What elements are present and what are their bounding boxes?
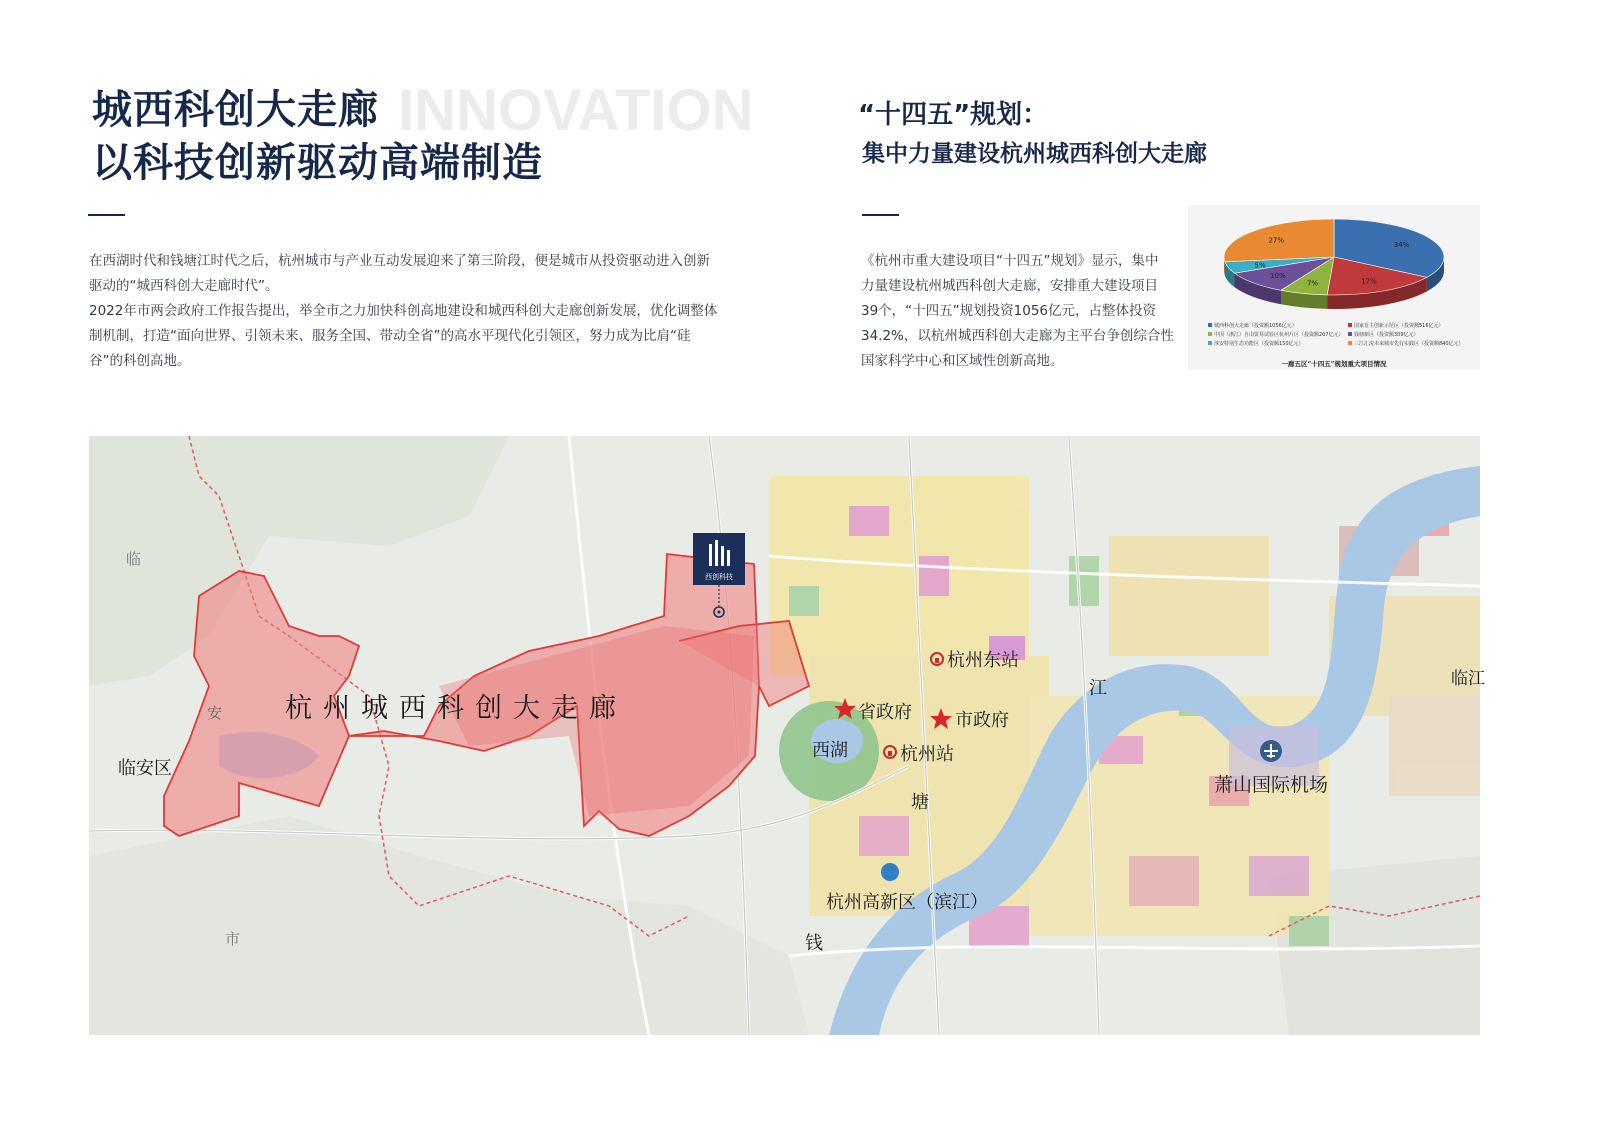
chart-caption: 一廊五区“十四五”规划重大项目情况 — [1281, 360, 1387, 368]
pie-slice-label: 34% — [1393, 241, 1410, 250]
pie-slice-label: 27% — [1268, 236, 1285, 245]
place-city-gov: 市政府 — [955, 710, 1009, 731]
place-provincial-gov: 省政府 — [858, 702, 912, 723]
logo-text: 西创科技 — [705, 573, 733, 581]
right-paragraph-line: 《杭州市重大建设项目“十四五”规划》显示，集中 — [861, 253, 1159, 269]
legend-entry: 三江汇流未来城市先行实践区（投资额840亿元） — [1354, 341, 1464, 347]
river-label-tang: 塘 — [911, 792, 929, 813]
legend-swatch — [1348, 341, 1352, 345]
place-west-lake: 西湖 — [812, 740, 848, 761]
left-paragraph-line: 谷”的科创高地。 — [89, 353, 191, 369]
watermark-text: INNOVATION — [398, 78, 754, 143]
place-an: 安 — [207, 704, 223, 722]
right-paragraph-line: 国家科学中心和区域性创新高地。 — [861, 353, 1064, 369]
left-paragraph-line: 在西湖时代和钱塘江时代之后，杭州城市与产业互动发展迎来了第三阶段，便是城市从投资驱动进入创新 — [89, 253, 710, 269]
right-paragraph-line: 34.2%，以杭州城西科创大走廊为主平台争创综合性 — [861, 328, 1174, 344]
page-title-line1: 城西科创大走廊 — [92, 87, 379, 133]
place-linan-district: 临安区 — [118, 758, 172, 779]
left-paragraph-line: 驱动的“城西科创大走廊时代”。 — [89, 278, 279, 294]
place-xiaoshan-airport: 萧山国际机场 — [1214, 774, 1329, 796]
place-lin: 临 — [126, 550, 142, 568]
pie-slice-label: 17% — [1361, 277, 1377, 286]
right-paragraph-line: 39个，“十四五”规划投资1056亿元，占整体投资 — [861, 303, 1157, 319]
place-shi: 市 — [225, 930, 241, 948]
right-title-line2: 集中力量建设杭州城西科创大走廊 — [862, 141, 1207, 167]
pie-slice-label: 5% — [1254, 261, 1266, 270]
left-paragraph-line: 2022年市两会政府工作报告提出，举全市之力加快科创高地建设和城西科创大走廊创新发展，优化调整体 — [89, 303, 718, 319]
pie-slice-label: 7% — [1306, 279, 1319, 288]
location-dot-icon — [881, 863, 899, 881]
legend-entry: 淳安特别生态功能区（投资额150亿元） — [1214, 341, 1304, 347]
legend-entry: 城西科创大走廊（投资额1056亿元） — [1214, 323, 1297, 329]
left-divider — [88, 214, 125, 216]
pie-chart — [1188, 205, 1480, 370]
pie-chart-panel — [1188, 205, 1480, 370]
hangzhou-map[interactable] — [89, 436, 1485, 1035]
legend-entry: 钱塘新区（投资额309亿元） — [1354, 332, 1419, 338]
river-label-qian: 钱 — [805, 933, 823, 954]
legend-swatch — [1208, 323, 1212, 327]
place-linjiang: 临江 — [1451, 669, 1485, 689]
left-paragraph-line: 制机制，打造“面向世界、引领未来、服务全国、带动全省”的高水平现代化引领区，努力成为比肩“硅 — [89, 328, 691, 344]
place-binjiang: 杭州高新区（滨江） — [826, 892, 988, 913]
right-divider — [862, 214, 899, 216]
river-label-jiang: 江 — [1089, 678, 1107, 699]
page-title-line2: 以科技创新驱动高端制造 — [92, 140, 543, 186]
legend-swatch — [1348, 332, 1352, 336]
map-canvas[interactable] — [89, 436, 1485, 1035]
pie-slice-label: 10% — [1270, 272, 1286, 281]
place-hangzhou-station: 杭州站 — [900, 744, 954, 765]
legend-swatch — [1348, 323, 1352, 327]
corridor-label: 杭州城西科创大走廊 — [285, 693, 627, 724]
legend-swatch — [1208, 341, 1212, 345]
place-hangzhou-east: 杭州东站 — [947, 650, 1019, 671]
xiaoshan-airport[interactable] — [1214, 726, 1328, 796]
right-paragraph — [861, 249, 1181, 374]
right-title-line1: “十四五”规划： — [858, 100, 1049, 130]
right-paragraph-line: 力量建设杭州城西科创大走廊，安排重大建设项目 — [861, 278, 1158, 294]
legend-entry: 中国（浙江）自由贸易试验区杭州片区（投资额207亿元） — [1214, 332, 1344, 338]
legend-entry: 国家自主创新示范区（投资额516亿元） — [1354, 323, 1444, 329]
legend-swatch — [1208, 332, 1212, 336]
left-paragraph — [89, 249, 729, 374]
